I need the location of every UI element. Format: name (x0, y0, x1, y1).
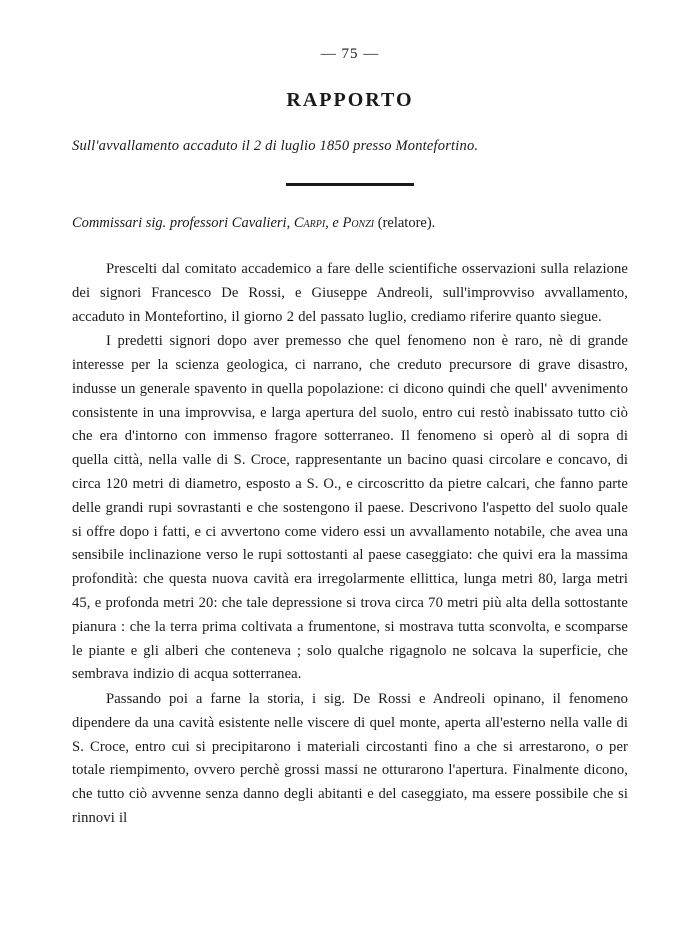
commission-prefix: Commissari sig. professori Cavalieri, (72, 215, 294, 231)
document-subtitle: Sull'avvallamento accaduto il 2 di luglio 1850 presso Montefortino. (72, 138, 479, 154)
rule-line (286, 183, 414, 186)
page-number: — 75 — (320, 46, 380, 62)
body-paragraph-3: Passando poi a farne la storia, i sig. De Rossi e Andreoli opinano, il fenomeno dipendere da una cavità esistente nelle viscere di quel monte, aperta all'esterno nella valle di S. Croce, entro cui si precipitarono i materiali circostanti fino a che si arrestarono, o per totale riempimento, ovvero perchè grossi massi ne otturarono l'apertura. Finalmente dicono, che tutto ciò avvenne senza danno degli abitanti e del caseggiato, ma essere possibile che si rinnovi il (72, 691, 628, 826)
page-title: RAPPORTO (286, 89, 414, 111)
commission-name-carpi: Carpi (293, 215, 326, 231)
horizontal-rule (72, 173, 628, 191)
body-paragraph-1: Prescelti dal comitato accademico a fare delle scientifiche osservazioni sulla relazione dei signori Francesco De Rossi, e Giuseppe Andreoli, sull'improvviso avvallamento, accaduto in Montefortino, il giorno 2 del passato luglio, crediamo riferire quanto siegue. (72, 261, 628, 325)
commission-suffix: (relatore). (374, 215, 436, 231)
commission-name-ponzi: Ponzi (342, 215, 375, 231)
commission-middle: , e (325, 215, 343, 231)
commission-line (72, 215, 628, 232)
body-paragraph-2: I predetti signori dopo aver premesso che quel fenomeno non è raro, nè di grande interesse per la scienza geologica, ci narrano, che creduto precursore di grave disastro, indusse un generale spavento in quella popolazione: ci dicono quindi che quell' avvenimento consistente in una improvvisa, e larga apertura del suolo, entro cui restò inabissato tutto ciò che era d'intorno con immenso fragore sotterraneo. Il fenomeno si operò al di sopra di quella città, nella valle di S. Croce, rappresentante un bacino quasi circolare e concavo, di circa 120 metri di diametro, esposto a S. O., e circoscritto da pietre calcari, che fanno parte delle grandi rupi sovrastanti e che sostengono il paese. Descrivono l'aspetto del suolo quale si offre dopo i fatti, e ci avvertono come videro essi un avvallamento notabile, che avea una sensibile inclinazione verso le rupi sottostanti al paese caseggiato: che quivi era la massima profondità: che questa nuova cavità era irregolarmente ellittica, lunga metri 80, larga metri 45, e profonda metri 20: che tale depressione si trova circa 70 metri più alta della sottostante pianura : che la terra prima coltivata a frumentone, si mostrava tutta sconvolta, e scomparse le piante e gli alberi che conteneva ; solo qualche rigagnolo ne solcava la superficie, che sembrava indizio di acqua sotterranea. (72, 333, 628, 683)
